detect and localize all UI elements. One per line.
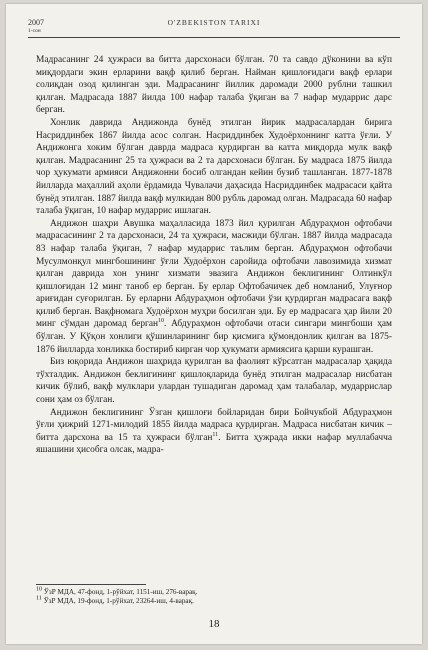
paragraph: Хонлик даврида Андижонда бунёд этилган йирик мадрасалардан бирига Насриддинбек 1867 йилда асос солган. Насриддинбек Худоёрхоннинг катта ўғли. У Андижонга хоким бўлган даврда мадраса қурдирган ва катта миқдорда мулк вақф қилган. Мадрасанинг 25 та ҳужраси ва 2 та дарсхонаси бўлган. Бу мадраса 1875 йилда чор ҳукумати армияси Андижонни босиб олгандан кейин бузиб ташланган. 1877-1878 йилларда маҳаллий аҳоли ёрдамида Чувалачи даҳасида Насриддинбек мадрасаси қайта бунёд этилган. 1887 йилда вақф мулкидан 800 рубль даромад олган. Мадрасада 60 нафар талаба ўқиган, 10 нафар мударрис ишлаган. — [36, 117, 392, 217]
main-text — [36, 54, 392, 457]
footnote-text: ЎзР МДА, 19-фонд, 1-рўйхат, 23264-иш, 4-варақ. — [43, 597, 194, 606]
footnotes — [36, 588, 392, 606]
paragraph-text: . Абдураҳмон офтобачи отаси сингари мингбоши ҳам бўлган. У Қўқон хонлиги қўшинларининг бир қисмига қўмондонлик қилган ва 1875-1876 йилларда хонликка бостириб кирган чор ҳукумати армиясига қарши курашган. — [36, 319, 392, 355]
footnote-ref: 10 — [158, 318, 165, 325]
footnote-ref: 11 — [212, 431, 219, 438]
header-journal-title: O'ZBEKISTON TARIXI — [167, 18, 261, 27]
footnote-number: 10 — [36, 586, 42, 593]
document-page — [6, 4, 422, 644]
paragraph: Биз юқорида Андижон шаҳрида қурилган ва фаолият кўрсатган мадрасалар ҳақида тўхталдик. Андижон беклигининг қишлоқларида бунёд этилган мадрасалар нисбатан кичик бўлиб, вақф мулклари улардан тушадиган даромад ҳам талабалар, мударрислар сони ҳам оз бўлган. — [36, 357, 392, 406]
footnote-number: 11 — [36, 595, 42, 602]
footnote — [36, 597, 392, 606]
paragraph — [36, 407, 392, 457]
footnote-rule — [36, 584, 146, 585]
footnote — [36, 588, 392, 597]
paragraph — [36, 218, 392, 357]
paragraph-text: Андижон шаҳри Авушка маҳалласида 1873 йил қурилган Абдураҳмон офтобачи мадрасасининг 2 та дарсхонаси, 24 та ҳужраси, масжиди бўлган. 1887 йилда мадрасада 83 нафар талаба ўқиган, 7 нафар мударрис таълим берган. Абдураҳмон офтобачи Мусулмонқул мингбошининг ўғли Худоёрхон саройида офтобачи лавозимида хизмат қилган даврида хон унинг хизмати эвазига Андижон беклигининг Олтинкўл қишлоғидан 12 минг таноб ер берган. Бу ерлар Офтобачичек деб номланиб, Улуғнор ариғидан суғорилган. Бу ерларни Абдураҳмон офтобачи ўзи қурдирган мадрасага вақф қилиб берган. Вақфномага Худоёрхон муҳри босилган эди. Бу ер мадрасага ҳар йили 20 минг сўмдан даромад берган — [36, 218, 392, 330]
paragraph-text: . Битта ҳужрада икки нафар муллабачча яшашини ҳисобга олсак, мадра- — [36, 432, 392, 456]
header-year: 2007 — [28, 18, 44, 27]
paragraph-text: Андижон беклигининг Ўзган қишлоғи бойларидан бири Бойчукбой Абдураҳмон ўғли ҳижрий 1271-милодий 1855 йилда мадраса қурдирган. Мадраса нисбатан кичик – битта дарсхона ва 15 та ҳужраси бўлган — [36, 407, 392, 443]
header-rule — [28, 37, 400, 38]
page-number: 18 — [208, 618, 220, 630]
footnote-text: ЎзР МДА, 47-фонд, 1-рўйхат, 1151-иш, 276-варақ. — [43, 588, 198, 596]
running-header — [28, 18, 400, 38]
header-issue: 1-сон — [28, 28, 41, 34]
paragraph: Мадрасанинг 24 ҳужраси ва битта дарсхонаси бўлган. 70 та савдо дўконини ва кўп миқдордаги экин ерларини вақф қилиб берган. Найман қишлоғидаги вақф ерлари солиқдан озод қилинган эди. Мадрасанинг йиллик даромади 2000 рублни ташкил қилган. Мадрасада 1887 йилда 100 нафар талаба ўқиган ва 7 нафар мударрис дарс берган. — [36, 55, 392, 116]
